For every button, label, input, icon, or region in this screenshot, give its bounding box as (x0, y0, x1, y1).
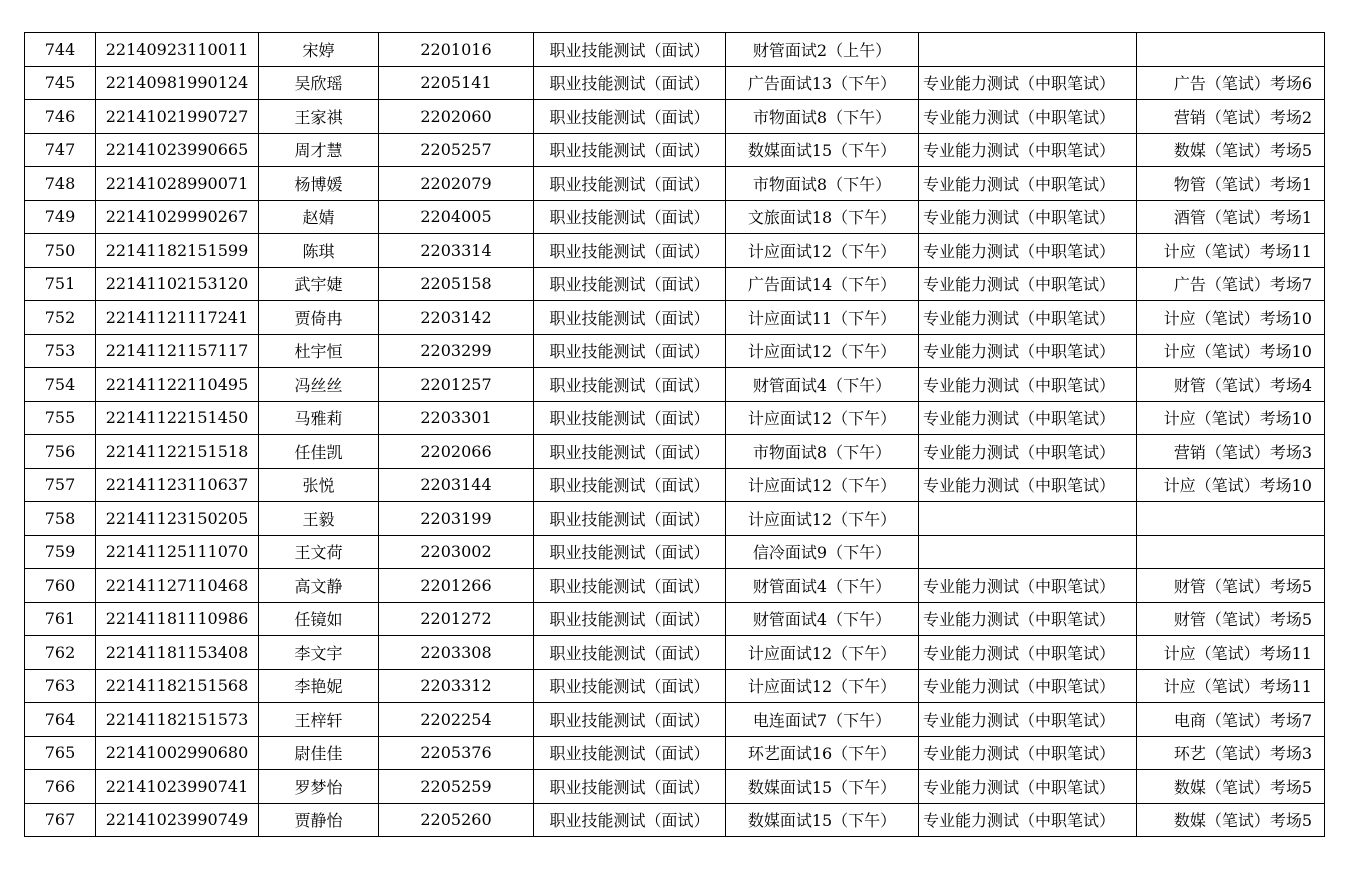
cell-exam-no: 2205260 (379, 803, 534, 837)
cell-exam1-room: 数媒面试15（下午） (726, 133, 919, 167)
cell-exam2-type: 专业能力测试（中职笔试） (919, 736, 1137, 770)
cell-seq: 762 (25, 636, 96, 670)
cell-exam2-type: 专业能力测试（中职笔试） (919, 66, 1137, 100)
cell-seq: 767 (25, 803, 96, 837)
cell-candidate-id: 22141181110986 (96, 602, 259, 636)
cell-exam1-room: 财管面试2（上午） (726, 33, 919, 67)
table-row (25, 669, 1325, 703)
cell-exam-no: 2201266 (379, 569, 534, 603)
cell-exam2-room: 计应（笔试）考场11 (1137, 636, 1325, 670)
cell-seq: 759 (25, 535, 96, 569)
cell-name: 李文宇 (259, 636, 379, 670)
table-row (25, 301, 1325, 335)
cell-exam-no: 2203144 (379, 468, 534, 502)
cell-exam1-room: 市物面试8（下午） (726, 100, 919, 134)
cell-name: 王毅 (259, 502, 379, 536)
table-row (25, 770, 1325, 804)
cell-exam2-room: 酒管（笔试）考场1 (1137, 200, 1325, 234)
cell-exam1-room: 市物面试8（下午） (726, 435, 919, 469)
cell-seq: 744 (25, 33, 96, 67)
cell-exam-no: 2203142 (379, 301, 534, 335)
table-row (25, 267, 1325, 301)
table-row (25, 703, 1325, 737)
cell-exam2-room: 广告（笔试）考场6 (1137, 66, 1325, 100)
table-row (25, 602, 1325, 636)
cell-exam-no: 2203312 (379, 669, 534, 703)
table-row (25, 502, 1325, 536)
cell-exam1-room: 文旅面试18（下午） (726, 200, 919, 234)
cell-exam1-room: 电连面试7（下午） (726, 703, 919, 737)
cell-exam1-room: 环艺面试16（下午） (726, 736, 919, 770)
cell-exam2-type: 专业能力测试（中职笔试） (919, 770, 1137, 804)
cell-exam1-room: 财管面试4（下午） (726, 368, 919, 402)
cell-exam-no: 2202254 (379, 703, 534, 737)
cell-exam-no: 2204005 (379, 200, 534, 234)
cell-exam2-type: 专业能力测试（中职笔试） (919, 267, 1137, 301)
cell-exam1-room: 计应面试12（下午） (726, 502, 919, 536)
cell-exam1-room: 计应面试12（下午） (726, 669, 919, 703)
cell-candidate-id: 22141002990680 (96, 736, 259, 770)
table-row (25, 468, 1325, 502)
cell-name: 张悦 (259, 468, 379, 502)
cell-exam1-room: 计应面试12（下午） (726, 468, 919, 502)
cell-exam2-room: 物管（笔试）考场1 (1137, 167, 1325, 201)
cell-exam1-type: 职业技能测试（面试） (534, 368, 726, 402)
cell-name: 马雅莉 (259, 401, 379, 435)
cell-name: 赵婧 (259, 200, 379, 234)
table-row (25, 535, 1325, 569)
table-body (25, 33, 1325, 837)
cell-name: 李艳妮 (259, 669, 379, 703)
cell-seq: 748 (25, 167, 96, 201)
cell-exam-no: 2205376 (379, 736, 534, 770)
cell-candidate-id: 22141123150205 (96, 502, 259, 536)
cell-exam2-type: 专业能力测试（中职笔试） (919, 334, 1137, 368)
cell-candidate-id: 22141021990727 (96, 100, 259, 134)
table-row (25, 435, 1325, 469)
cell-exam1-room: 广告面试14（下午） (726, 267, 919, 301)
cell-exam1-type: 职业技能测试（面试） (534, 770, 726, 804)
cell-exam2-type: 专业能力测试（中职笔试） (919, 636, 1137, 670)
cell-exam2-room: 财管（笔试）考场5 (1137, 602, 1325, 636)
cell-name: 尉佳佳 (259, 736, 379, 770)
cell-exam2-type (919, 535, 1137, 569)
cell-candidate-id: 22141182151573 (96, 703, 259, 737)
cell-seq: 765 (25, 736, 96, 770)
cell-exam-no: 2202079 (379, 167, 534, 201)
cell-candidate-id: 22141121117241 (96, 301, 259, 335)
cell-exam-no: 2202060 (379, 100, 534, 134)
cell-candidate-id: 22141023990665 (96, 133, 259, 167)
cell-exam-no: 2201272 (379, 602, 534, 636)
cell-candidate-id: 22140923110011 (96, 33, 259, 67)
cell-exam2-room: 营销（笔试）考场2 (1137, 100, 1325, 134)
cell-seq: 763 (25, 669, 96, 703)
cell-exam2-room: 广告（笔试）考场7 (1137, 267, 1325, 301)
table-row (25, 736, 1325, 770)
cell-seq: 753 (25, 334, 96, 368)
cell-seq: 755 (25, 401, 96, 435)
cell-exam2-room: 计应（笔试）考场11 (1137, 234, 1325, 268)
cell-seq: 764 (25, 703, 96, 737)
cell-exam1-room: 财管面试4（下午） (726, 602, 919, 636)
cell-exam1-type: 职业技能测试（面试） (534, 401, 726, 435)
cell-candidate-id: 22141182151568 (96, 669, 259, 703)
cell-exam1-type: 职业技能测试（面试） (534, 100, 726, 134)
cell-exam1-type: 职业技能测试（面试） (534, 66, 726, 100)
cell-exam1-type: 职业技能测试（面试） (534, 200, 726, 234)
cell-exam-no: 2201257 (379, 368, 534, 402)
cell-exam2-type: 专业能力测试（中职笔试） (919, 200, 1137, 234)
cell-exam1-type: 职业技能测试（面试） (534, 267, 726, 301)
table-row (25, 133, 1325, 167)
cell-exam-no: 2203314 (379, 234, 534, 268)
cell-exam1-room: 数媒面试15（下午） (726, 803, 919, 837)
cell-candidate-id: 22141102153120 (96, 267, 259, 301)
cell-name: 贾静怡 (259, 803, 379, 837)
cell-exam1-room: 信冷面试9（下午） (726, 535, 919, 569)
cell-exam-no: 2203299 (379, 334, 534, 368)
cell-name: 宋婷 (259, 33, 379, 67)
table-row (25, 368, 1325, 402)
cell-name: 贾倚冉 (259, 301, 379, 335)
cell-exam1-type: 职业技能测试（面试） (534, 803, 726, 837)
table-row (25, 334, 1325, 368)
cell-candidate-id: 22141123110637 (96, 468, 259, 502)
cell-seq: 760 (25, 569, 96, 603)
cell-exam1-type: 职业技能测试（面试） (534, 435, 726, 469)
cell-name: 王家祺 (259, 100, 379, 134)
cell-exam1-type: 职业技能测试（面试） (534, 636, 726, 670)
cell-candidate-id: 22141181153408 (96, 636, 259, 670)
cell-name: 周才慧 (259, 133, 379, 167)
cell-exam2-type: 专业能力测试（中职笔试） (919, 401, 1137, 435)
cell-exam1-room: 计应面试12（下午） (726, 401, 919, 435)
cell-exam2-type: 专业能力测试（中职笔试） (919, 703, 1137, 737)
cell-candidate-id: 22141122151450 (96, 401, 259, 435)
cell-exam1-type: 职业技能测试（面试） (534, 234, 726, 268)
cell-exam2-room: 计应（笔试）考场10 (1137, 301, 1325, 335)
cell-exam-no: 2205259 (379, 770, 534, 804)
cell-exam-no: 2203002 (379, 535, 534, 569)
table-row (25, 234, 1325, 268)
cell-name: 罗梦怡 (259, 770, 379, 804)
table-row (25, 200, 1325, 234)
cell-exam2-room: 计应（笔试）考场10 (1137, 401, 1325, 435)
cell-exam2-type: 专业能力测试（中职笔试） (919, 100, 1137, 134)
cell-exam2-type: 专业能力测试（中职笔试） (919, 669, 1137, 703)
table-row (25, 401, 1325, 435)
cell-candidate-id: 22141028990071 (96, 167, 259, 201)
cell-exam2-room: 营销（笔试）考场3 (1137, 435, 1325, 469)
cell-seq: 754 (25, 368, 96, 402)
cell-exam2-type: 专业能力测试（中职笔试） (919, 803, 1137, 837)
cell-name: 杜宇恒 (259, 334, 379, 368)
cell-exam-no: 2201016 (379, 33, 534, 67)
cell-candidate-id: 22141122151518 (96, 435, 259, 469)
cell-exam1-type: 职业技能测试（面试） (534, 33, 726, 67)
cell-candidate-id: 22140981990124 (96, 66, 259, 100)
cell-exam2-type: 专业能力测试（中职笔试） (919, 468, 1137, 502)
cell-seq: 752 (25, 301, 96, 335)
cell-candidate-id: 22141127110468 (96, 569, 259, 603)
cell-candidate-id: 22141182151599 (96, 234, 259, 268)
cell-seq: 747 (25, 133, 96, 167)
cell-exam1-type: 职业技能测试（面试） (534, 535, 726, 569)
cell-candidate-id: 22141122110495 (96, 368, 259, 402)
cell-name: 吴欣瑶 (259, 66, 379, 100)
cell-exam1-type: 职业技能测试（面试） (534, 301, 726, 335)
cell-name: 王文荷 (259, 535, 379, 569)
cell-candidate-id: 22141125111070 (96, 535, 259, 569)
cell-exam-no: 2205141 (379, 66, 534, 100)
cell-candidate-id: 22141121157117 (96, 334, 259, 368)
cell-exam-no: 2205257 (379, 133, 534, 167)
cell-exam-no: 2205158 (379, 267, 534, 301)
cell-exam2-room: 计应（笔试）考场10 (1137, 468, 1325, 502)
cell-exam2-type: 专业能力测试（中职笔试） (919, 234, 1137, 268)
cell-name: 任镜如 (259, 602, 379, 636)
cell-exam1-room: 计应面试11（下午） (726, 301, 919, 335)
cell-exam1-type: 职业技能测试（面试） (534, 703, 726, 737)
cell-exam1-type: 职业技能测试（面试） (534, 736, 726, 770)
cell-exam-no: 2203301 (379, 401, 534, 435)
cell-seq: 745 (25, 66, 96, 100)
table-row (25, 167, 1325, 201)
cell-exam2-type: 专业能力测试（中职笔试） (919, 301, 1137, 335)
cell-exam2-room: 数媒（笔试）考场5 (1137, 803, 1325, 837)
cell-exam1-type: 职业技能测试（面试） (534, 133, 726, 167)
cell-seq: 746 (25, 100, 96, 134)
cell-exam2-type: 专业能力测试（中职笔试） (919, 569, 1137, 603)
cell-exam-no: 2203308 (379, 636, 534, 670)
cell-exam1-room: 计应面试12（下午） (726, 334, 919, 368)
cell-exam2-room: 数媒（笔试）考场5 (1137, 133, 1325, 167)
cell-seq: 758 (25, 502, 96, 536)
cell-exam-no: 2203199 (379, 502, 534, 536)
cell-seq: 750 (25, 234, 96, 268)
table-row (25, 33, 1325, 67)
table-row (25, 66, 1325, 100)
cell-exam2-room (1137, 502, 1325, 536)
cell-exam1-type: 职业技能测试（面试） (534, 602, 726, 636)
cell-exam1-room: 市物面试8（下午） (726, 167, 919, 201)
cell-candidate-id: 22141029990267 (96, 200, 259, 234)
cell-exam2-room: 计应（笔试）考场10 (1137, 334, 1325, 368)
cell-exam2-room (1137, 33, 1325, 67)
cell-exam2-room: 环艺（笔试）考场3 (1137, 736, 1325, 770)
table-row (25, 636, 1325, 670)
cell-seq: 761 (25, 602, 96, 636)
cell-exam1-type: 职业技能测试（面试） (534, 502, 726, 536)
cell-exam1-type: 职业技能测试（面试） (534, 167, 726, 201)
cell-exam2-type (919, 33, 1137, 67)
cell-exam2-room: 财管（笔试）考场5 (1137, 569, 1325, 603)
cell-exam1-type: 职业技能测试（面试） (534, 468, 726, 502)
cell-seq: 749 (25, 200, 96, 234)
cell-exam2-room: 电商（笔试）考场7 (1137, 703, 1325, 737)
cell-name: 武宇婕 (259, 267, 379, 301)
cell-seq: 756 (25, 435, 96, 469)
cell-name: 陈琪 (259, 234, 379, 268)
table-row (25, 100, 1325, 134)
cell-exam2-type: 专业能力测试（中职笔试） (919, 133, 1137, 167)
cell-exam1-room: 财管面试4（下午） (726, 569, 919, 603)
cell-exam1-type: 职业技能测试（面试） (534, 569, 726, 603)
cell-seq: 766 (25, 770, 96, 804)
cell-exam1-room: 计应面试12（下午） (726, 234, 919, 268)
cell-exam1-room: 广告面试13（下午） (726, 66, 919, 100)
cell-exam2-type: 专业能力测试（中职笔试） (919, 368, 1137, 402)
cell-exam1-type: 职业技能测试（面试） (534, 334, 726, 368)
cell-exam1-room: 数媒面试15（下午） (726, 770, 919, 804)
cell-name: 杨博媛 (259, 167, 379, 201)
cell-seq: 751 (25, 267, 96, 301)
cell-exam1-type: 职业技能测试（面试） (534, 669, 726, 703)
table-row (25, 803, 1325, 837)
cell-seq: 757 (25, 468, 96, 502)
cell-exam2-type: 专业能力测试（中职笔试） (919, 167, 1137, 201)
cell-exam1-room: 计应面试12（下午） (726, 636, 919, 670)
cell-exam2-room: 计应（笔试）考场11 (1137, 669, 1325, 703)
cell-exam2-type: 专业能力测试（中职笔试） (919, 602, 1137, 636)
cell-name: 冯丝丝 (259, 368, 379, 402)
cell-candidate-id: 22141023990749 (96, 803, 259, 837)
cell-exam2-room: 数媒（笔试）考场5 (1137, 770, 1325, 804)
table-row (25, 569, 1325, 603)
cell-exam2-type (919, 502, 1137, 536)
cell-name: 任佳凯 (259, 435, 379, 469)
cell-candidate-id: 22141023990741 (96, 770, 259, 804)
cell-name: 高文静 (259, 569, 379, 603)
cell-name: 王梓轩 (259, 703, 379, 737)
cell-exam-no: 2202066 (379, 435, 534, 469)
exam-schedule-table (24, 32, 1325, 837)
cell-exam2-room (1137, 535, 1325, 569)
cell-exam2-type: 专业能力测试（中职笔试） (919, 435, 1137, 469)
cell-exam2-room: 财管（笔试）考场4 (1137, 368, 1325, 402)
